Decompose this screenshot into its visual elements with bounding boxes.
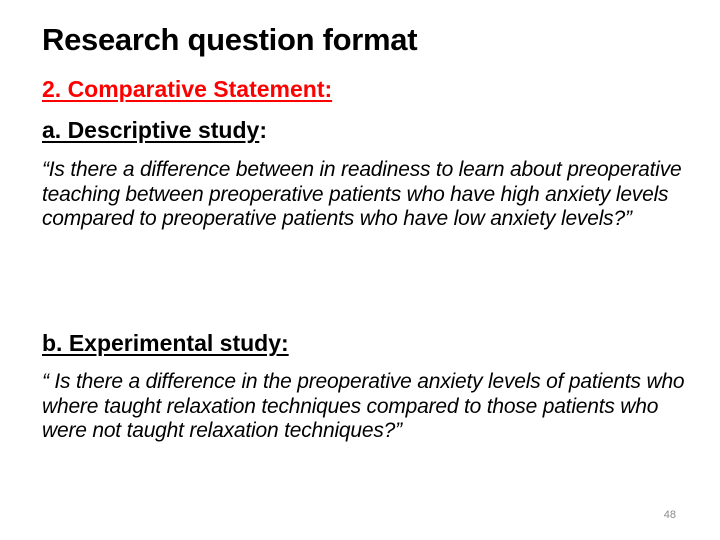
experimental-study-label: b. Experimental study: [42,330,289,356]
section-heading: 2. Comparative Statement: [42,76,333,102]
descriptive-study-question: “Is there a difference between in readiness to learn about preoperative teaching between preoperative patients who have high anxiety levels compared to preoperative patients who have low anxiety levels?” [42,158,682,231]
page-number: 48 [663,509,676,521]
experimental-study-question: “ Is there a difference in the preoperative anxiety levels of patients who where taught relaxation techniques compared to those patients who were not taught relaxation techniques?” [42,370,685,443]
descriptive-study-colon: : [259,117,267,143]
descriptive-study-heading [42,117,267,144]
experimental-study-heading [42,330,289,357]
descriptive-study-label: a. Descriptive study [42,117,260,143]
slide-title: Research question format [42,22,418,57]
